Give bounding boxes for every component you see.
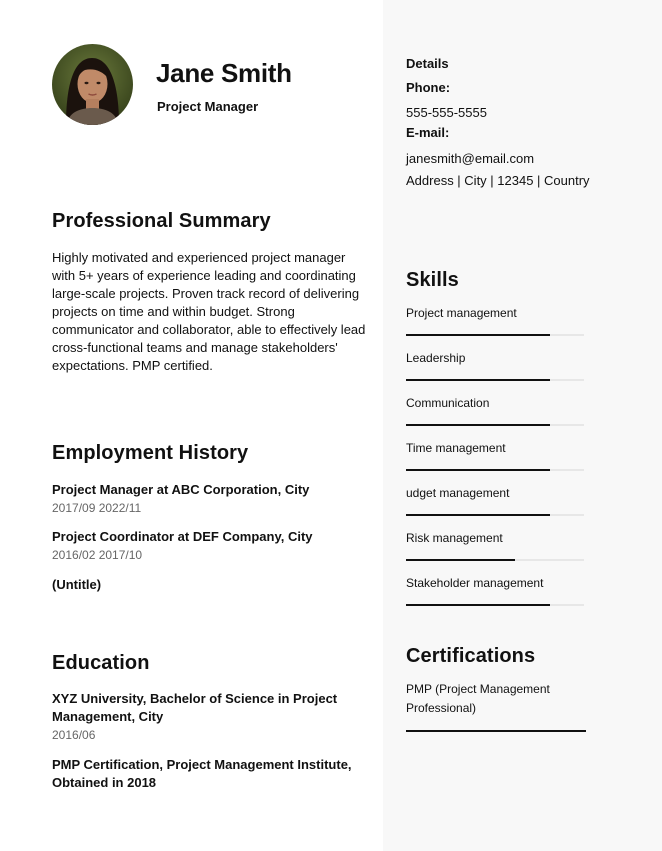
skill-level-fill: [406, 334, 550, 336]
certifications-heading: Certifications: [406, 645, 536, 667]
skill-level-bar: [406, 604, 584, 606]
skill-level-fill: [406, 469, 550, 471]
email-label: E-mail:: [406, 125, 450, 140]
phone-label: Phone:: [406, 80, 451, 95]
certification-divider: [406, 730, 586, 732]
candidate-job-title: Project Manager: [157, 99, 259, 114]
address-value: Address | City | 12345 | Country: [406, 173, 590, 188]
skills-heading: Skills: [406, 269, 459, 291]
skill-level-bar: [406, 469, 584, 471]
skill-label: Risk management: [406, 531, 503, 545]
skill-label: Time management: [406, 441, 506, 455]
skill-label: Project management: [406, 306, 517, 320]
employment-entry-title: Project Coordinator at DEF Company, City: [52, 529, 313, 544]
skill-level-bar: [406, 559, 584, 561]
skill-label: udget management: [406, 486, 510, 500]
profile-photo: [52, 44, 133, 125]
education-heading: Education: [52, 652, 150, 674]
skill-label: Leadership: [406, 351, 466, 365]
skill-level-fill: [406, 604, 550, 606]
summary-heading: Professional Summary: [52, 210, 271, 232]
education-entry-title: PMP Certification, Project Management Institute, Obtained in 2018: [52, 757, 352, 790]
education-entry-date: 2016/06: [52, 728, 96, 742]
details-heading: Details: [406, 56, 449, 71]
skill-level-fill: [406, 424, 550, 426]
summary-text: Highly motivated and experienced project manager with 5+ years of experience leading and coordinating large-scale projects. Proven track record of delivering projects on time and within budget. Strong communicator and collaborator, able to effectively lead cross-functional teams and manage stakeholders' expectations. PMP certified.: [52, 250, 366, 373]
skill-level-fill: [406, 514, 550, 516]
email-value: janesmith@email.com: [406, 151, 535, 166]
skill-level-bar: [406, 514, 584, 516]
candidate-name: Jane Smith: [156, 58, 292, 88]
skill-level-bar: [406, 334, 584, 336]
education-entry-title: XYZ University, Bachelor of Science in Project Management, City: [52, 691, 338, 724]
skill-label: Stakeholder management: [406, 576, 544, 590]
employment-entry-title: Project Manager at ABC Corporation, City: [52, 482, 310, 497]
employment-heading: Employment History: [52, 442, 249, 464]
skill-label: Communication: [406, 396, 490, 410]
employment-entry-date: 2016/02 2017/10: [52, 548, 143, 562]
employment-entry-date: 2017/09 2022/11: [52, 501, 142, 515]
skill-level-bar: [406, 379, 584, 381]
skill-level-bar: [406, 424, 584, 426]
skill-level-fill: [406, 379, 550, 381]
skill-level-fill: [406, 559, 515, 561]
employment-entry-title: (Untitle): [52, 577, 102, 592]
phone-value: 555-555-5555: [406, 105, 487, 120]
certification-text: PMP (Project Management Professional): [406, 682, 550, 715]
